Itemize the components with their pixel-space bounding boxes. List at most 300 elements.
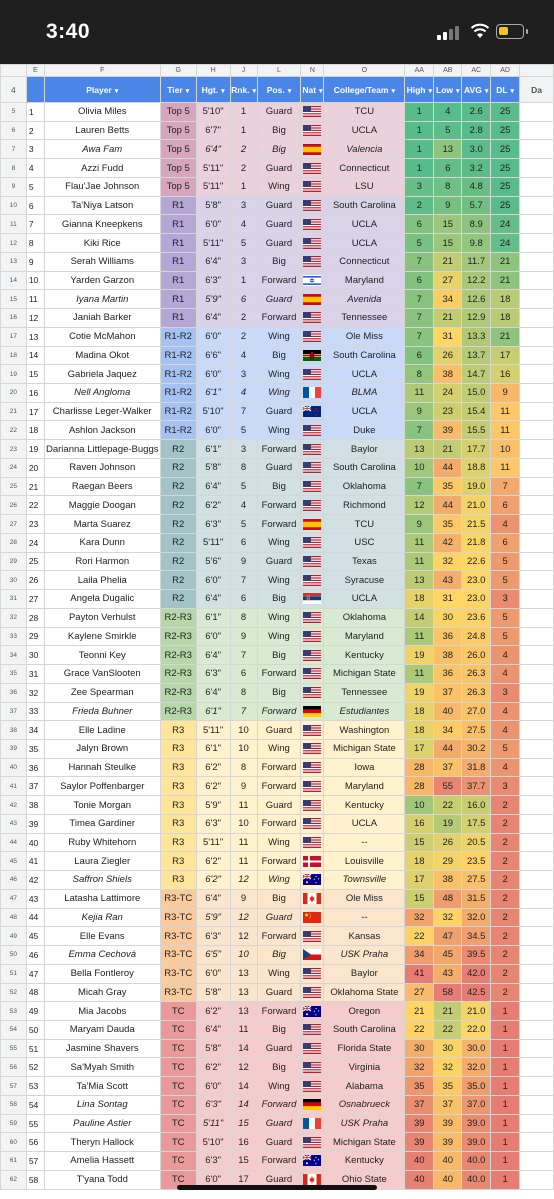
- avg-cell[interactable]: 34.5: [462, 927, 491, 946]
- empty-cell[interactable]: [520, 1002, 554, 1021]
- empty-cell[interactable]: [520, 121, 554, 140]
- filter-icon[interactable]: ▾: [319, 87, 323, 95]
- rank-cell[interactable]: 3: [230, 196, 257, 215]
- college-cell[interactable]: Townsville: [324, 871, 405, 890]
- low-cell[interactable]: 22: [434, 796, 462, 815]
- dl-cell[interactable]: 1: [491, 1020, 520, 1039]
- player-name[interactable]: Grace VanSlooten: [44, 665, 160, 684]
- tier-cell[interactable]: R1-R2: [160, 365, 196, 384]
- player-name[interactable]: Saylor Poffenbarger: [44, 777, 160, 796]
- low-cell[interactable]: 21: [434, 309, 462, 328]
- dl-cell[interactable]: 2: [491, 814, 520, 833]
- college-cell[interactable]: UCLA: [324, 234, 405, 253]
- position-cell[interactable]: Wing: [257, 1077, 301, 1096]
- dl-cell[interactable]: 4: [491, 665, 520, 684]
- rank-cell[interactable]: 9: [230, 889, 257, 908]
- college-cell[interactable]: Michigan State: [324, 665, 405, 684]
- dl-cell[interactable]: 1: [491, 1039, 520, 1058]
- dl-cell[interactable]: 2: [491, 833, 520, 852]
- nationality-cell[interactable]: [301, 327, 324, 346]
- college-cell[interactable]: Connecticut: [324, 159, 405, 178]
- rank-cell[interactable]: 7: [230, 402, 257, 421]
- tier-cell[interactable]: TC: [160, 1058, 196, 1077]
- dl-cell[interactable]: 25: [491, 196, 520, 215]
- dl-cell[interactable]: 2: [491, 796, 520, 815]
- empty-cell[interactable]: [520, 646, 554, 665]
- height-cell[interactable]: 6'4": [196, 477, 230, 496]
- high-cell[interactable]: 7: [405, 327, 434, 346]
- position-cell[interactable]: Big: [257, 889, 301, 908]
- player-index[interactable]: 41: [26, 852, 44, 871]
- nationality-cell[interactable]: [301, 1095, 324, 1114]
- filter-icon[interactable]: ▾: [185, 87, 190, 95]
- height-cell[interactable]: 6'2": [196, 852, 230, 871]
- player-index[interactable]: 48: [26, 983, 44, 1002]
- tier-cell[interactable]: R1-R2: [160, 402, 196, 421]
- player-index[interactable]: 36: [26, 758, 44, 777]
- player-index[interactable]: 32: [26, 683, 44, 702]
- height-cell[interactable]: 6'0": [196, 327, 230, 346]
- rank-cell[interactable]: 9: [230, 552, 257, 571]
- college-cell[interactable]: Oklahoma: [324, 608, 405, 627]
- empty-cell[interactable]: [520, 365, 554, 384]
- empty-cell[interactable]: [520, 739, 554, 758]
- height-cell[interactable]: 5'10": [196, 103, 230, 122]
- high-cell[interactable]: 8: [405, 365, 434, 384]
- avg-cell[interactable]: 42.5: [462, 983, 491, 1002]
- high-cell[interactable]: 1: [405, 159, 434, 178]
- high-cell[interactable]: 18: [405, 702, 434, 721]
- tier-cell[interactable]: R1: [160, 252, 196, 271]
- dl-cell[interactable]: 16: [491, 365, 520, 384]
- position-cell[interactable]: Forward: [257, 814, 301, 833]
- table-row[interactable]: [1, 964, 554, 983]
- position-cell[interactable]: Wing: [257, 627, 301, 646]
- player-name[interactable]: Ta'Niya Latson: [44, 196, 160, 215]
- tier-cell[interactable]: R2: [160, 458, 196, 477]
- tier-cell[interactable]: R2-R3: [160, 608, 196, 627]
- position-cell[interactable]: Forward: [257, 1095, 301, 1114]
- position-cell[interactable]: Guard: [257, 290, 301, 309]
- table-row[interactable]: [1, 196, 554, 215]
- rank-cell[interactable]: 1: [230, 103, 257, 122]
- position-cell[interactable]: Forward: [257, 758, 301, 777]
- nationality-cell[interactable]: [301, 777, 324, 796]
- nationality-cell[interactable]: [301, 796, 324, 815]
- college-cell[interactable]: Ole Miss: [324, 327, 405, 346]
- player-index[interactable]: 18: [26, 421, 44, 440]
- table-row[interactable]: [1, 796, 554, 815]
- nationality-cell[interactable]: [301, 1020, 324, 1039]
- tier-cell[interactable]: R3: [160, 796, 196, 815]
- dl-cell[interactable]: 9: [491, 384, 520, 403]
- empty-cell[interactable]: [520, 458, 554, 477]
- low-cell[interactable]: 21: [434, 252, 462, 271]
- rank-cell[interactable]: 6: [230, 665, 257, 684]
- player-name[interactable]: Amelia Hassett: [44, 1152, 160, 1171]
- college-cell[interactable]: LSU: [324, 177, 405, 196]
- height-cell[interactable]: 5'8": [196, 196, 230, 215]
- height-cell[interactable]: 6'4": [196, 590, 230, 609]
- avg-cell[interactable]: 31.5: [462, 889, 491, 908]
- position-cell[interactable]: Guard: [257, 458, 301, 477]
- dl-cell[interactable]: 25: [491, 177, 520, 196]
- low-cell[interactable]: 8: [434, 177, 462, 196]
- tier-cell[interactable]: R2: [160, 590, 196, 609]
- empty-cell[interactable]: [520, 290, 554, 309]
- header-height[interactable]: [196, 77, 230, 103]
- rank-cell[interactable]: 10: [230, 814, 257, 833]
- nationality-cell[interactable]: [301, 871, 324, 890]
- college-cell[interactable]: Duke: [324, 421, 405, 440]
- nationality-cell[interactable]: [301, 739, 324, 758]
- position-cell[interactable]: Wing: [257, 833, 301, 852]
- tier-cell[interactable]: R2: [160, 571, 196, 590]
- college-cell[interactable]: Oregon: [324, 1002, 405, 1021]
- rank-cell[interactable]: 5: [230, 234, 257, 253]
- table-row[interactable]: [1, 739, 554, 758]
- column-letter[interactable]: AD: [491, 65, 520, 77]
- player-index[interactable]: 34: [26, 721, 44, 740]
- high-cell[interactable]: 27: [405, 983, 434, 1002]
- high-cell[interactable]: 7: [405, 290, 434, 309]
- table-row[interactable]: [1, 1002, 554, 1021]
- high-cell[interactable]: 7: [405, 309, 434, 328]
- nationality-cell[interactable]: [301, 477, 324, 496]
- height-cell[interactable]: 6'0": [196, 1077, 230, 1096]
- header-rank[interactable]: [230, 77, 257, 103]
- height-cell[interactable]: 6'1": [196, 739, 230, 758]
- high-cell[interactable]: 15: [405, 889, 434, 908]
- high-cell[interactable]: 10: [405, 458, 434, 477]
- empty-cell[interactable]: [520, 908, 554, 927]
- college-cell[interactable]: Tennessee: [324, 683, 405, 702]
- rank-cell[interactable]: 3: [230, 365, 257, 384]
- high-cell[interactable]: 22: [405, 927, 434, 946]
- position-cell[interactable]: Big: [257, 646, 301, 665]
- dl-cell[interactable]: 1: [491, 1133, 520, 1152]
- nationality-cell[interactable]: [301, 646, 324, 665]
- nationality-cell[interactable]: [301, 1133, 324, 1152]
- avg-cell[interactable]: 15.5: [462, 421, 491, 440]
- avg-cell[interactable]: 23.0: [462, 571, 491, 590]
- low-cell[interactable]: 35: [434, 1077, 462, 1096]
- nationality-cell[interactable]: [301, 196, 324, 215]
- nationality-cell[interactable]: [301, 983, 324, 1002]
- player-name[interactable]: Mia Jacobs: [44, 1002, 160, 1021]
- dl-cell[interactable]: 6: [491, 533, 520, 552]
- avg-cell[interactable]: 24.8: [462, 627, 491, 646]
- low-cell[interactable]: 34: [434, 290, 462, 309]
- tier-cell[interactable]: R1-R2: [160, 384, 196, 403]
- table-row[interactable]: [1, 1114, 554, 1133]
- table-row[interactable]: [1, 889, 554, 908]
- player-index[interactable]: 25: [26, 552, 44, 571]
- avg-cell[interactable]: 11.7: [462, 252, 491, 271]
- nationality-cell[interactable]: [301, 702, 324, 721]
- position-cell[interactable]: Wing: [257, 533, 301, 552]
- player-index[interactable]: 27: [26, 590, 44, 609]
- position-cell[interactable]: Guard: [257, 1170, 301, 1189]
- nationality-cell[interactable]: [301, 121, 324, 140]
- player-name[interactable]: Kejia Ran: [44, 908, 160, 927]
- table-row[interactable]: [1, 702, 554, 721]
- table-row[interactable]: [1, 665, 554, 684]
- nationality-cell[interactable]: [301, 946, 324, 965]
- high-cell[interactable]: 6: [405, 346, 434, 365]
- player-index[interactable]: 10: [26, 271, 44, 290]
- tier-cell[interactable]: R1: [160, 309, 196, 328]
- height-cell[interactable]: 6'0": [196, 215, 230, 234]
- dl-cell[interactable]: 2: [491, 946, 520, 965]
- avg-cell[interactable]: 16.0: [462, 796, 491, 815]
- player-index[interactable]: 7: [26, 215, 44, 234]
- column-letter[interactable]: H: [196, 65, 230, 77]
- column-letter[interactable]: AA: [405, 65, 434, 77]
- dl-cell[interactable]: 17: [491, 346, 520, 365]
- college-cell[interactable]: Texas: [324, 552, 405, 571]
- player-index[interactable]: 26: [26, 571, 44, 590]
- position-cell[interactable]: Guard: [257, 796, 301, 815]
- college-cell[interactable]: Michigan State: [324, 1133, 405, 1152]
- player-name[interactable]: Saffron Shiels: [44, 871, 160, 890]
- rank-cell[interactable]: 5: [230, 421, 257, 440]
- low-cell[interactable]: 13: [434, 140, 462, 159]
- nationality-cell[interactable]: [301, 346, 324, 365]
- table-row[interactable]: [1, 608, 554, 627]
- filter-icon[interactable]: ▾: [287, 87, 292, 95]
- column-letter[interactable]: N: [301, 65, 324, 77]
- nationality-cell[interactable]: [301, 365, 324, 384]
- player-name[interactable]: Serah Williams: [44, 252, 160, 271]
- player-name[interactable]: Darianna Littlepage-Buggs: [44, 440, 160, 459]
- low-cell[interactable]: 36: [434, 627, 462, 646]
- nationality-cell[interactable]: [301, 608, 324, 627]
- height-cell[interactable]: 5'11": [196, 533, 230, 552]
- table-row[interactable]: [1, 852, 554, 871]
- high-cell[interactable]: 30: [405, 1039, 434, 1058]
- player-name[interactable]: Rori Harmon: [44, 552, 160, 571]
- tier-cell[interactable]: R2: [160, 440, 196, 459]
- rank-cell[interactable]: 14: [230, 1039, 257, 1058]
- empty-cell[interactable]: [520, 590, 554, 609]
- position-cell[interactable]: Guard: [257, 1039, 301, 1058]
- filter-icon[interactable]: ▾: [221, 87, 225, 95]
- dl-cell[interactable]: 21: [491, 271, 520, 290]
- player-index[interactable]: 50: [26, 1020, 44, 1039]
- height-cell[interactable]: 6'2": [196, 871, 230, 890]
- low-cell[interactable]: 35: [434, 515, 462, 534]
- low-cell[interactable]: 37: [434, 683, 462, 702]
- nationality-cell[interactable]: [301, 590, 324, 609]
- header-num[interactable]: [26, 77, 44, 103]
- low-cell[interactable]: 23: [434, 402, 462, 421]
- avg-cell[interactable]: 37.0: [462, 1095, 491, 1114]
- low-cell[interactable]: 40: [434, 1152, 462, 1171]
- tier-cell[interactable]: Top 5: [160, 121, 196, 140]
- rank-cell[interactable]: 5: [230, 477, 257, 496]
- low-cell[interactable]: 44: [434, 496, 462, 515]
- empty-cell[interactable]: [520, 927, 554, 946]
- college-cell[interactable]: Kansas: [324, 927, 405, 946]
- rank-cell[interactable]: 1: [230, 177, 257, 196]
- dl-cell[interactable]: 25: [491, 121, 520, 140]
- player-index[interactable]: 9: [26, 252, 44, 271]
- nationality-cell[interactable]: [301, 1114, 324, 1133]
- height-cell[interactable]: 6'0": [196, 421, 230, 440]
- player-name[interactable]: Azzi Fudd: [44, 159, 160, 178]
- table-row[interactable]: [1, 271, 554, 290]
- nationality-cell[interactable]: [301, 927, 324, 946]
- rank-cell[interactable]: 8: [230, 758, 257, 777]
- player-index[interactable]: 16: [26, 384, 44, 403]
- player-index[interactable]: 14: [26, 346, 44, 365]
- dl-cell[interactable]: 5: [491, 571, 520, 590]
- empty-cell[interactable]: [520, 665, 554, 684]
- player-index[interactable]: 47: [26, 964, 44, 983]
- college-cell[interactable]: Oklahoma: [324, 477, 405, 496]
- avg-cell[interactable]: 21.0: [462, 1002, 491, 1021]
- rank-cell[interactable]: 9: [230, 777, 257, 796]
- position-cell[interactable]: Wing: [257, 871, 301, 890]
- dl-cell[interactable]: 6: [491, 496, 520, 515]
- high-cell[interactable]: 22: [405, 1020, 434, 1039]
- rank-cell[interactable]: 14: [230, 1095, 257, 1114]
- nationality-cell[interactable]: [301, 889, 324, 908]
- nationality-cell[interactable]: [301, 964, 324, 983]
- high-cell[interactable]: 1: [405, 140, 434, 159]
- high-cell[interactable]: 6: [405, 271, 434, 290]
- player-name[interactable]: Lauren Betts: [44, 121, 160, 140]
- empty-cell[interactable]: [520, 103, 554, 122]
- table-row[interactable]: [1, 683, 554, 702]
- low-cell[interactable]: 48: [434, 889, 462, 908]
- nationality-cell[interactable]: [301, 552, 324, 571]
- low-cell[interactable]: 32: [434, 1058, 462, 1077]
- table-row[interactable]: [1, 1039, 554, 1058]
- column-letter[interactable]: G: [160, 65, 196, 77]
- avg-cell[interactable]: 35.0: [462, 1077, 491, 1096]
- college-cell[interactable]: Iowa: [324, 758, 405, 777]
- avg-cell[interactable]: 26.3: [462, 683, 491, 702]
- empty-cell[interactable]: [520, 796, 554, 815]
- empty-cell[interactable]: [520, 271, 554, 290]
- table-row[interactable]: [1, 290, 554, 309]
- empty-cell[interactable]: [520, 440, 554, 459]
- player-name[interactable]: Charlisse Leger-Walker: [44, 402, 160, 421]
- nationality-cell[interactable]: [301, 515, 324, 534]
- rank-cell[interactable]: 15: [230, 1114, 257, 1133]
- low-cell[interactable]: 35: [434, 477, 462, 496]
- empty-cell[interactable]: [520, 833, 554, 852]
- table-row[interactable]: [1, 515, 554, 534]
- empty-cell[interactable]: [520, 496, 554, 515]
- height-cell[interactable]: 6'1": [196, 608, 230, 627]
- table-row[interactable]: [1, 421, 554, 440]
- low-cell[interactable]: 55: [434, 777, 462, 796]
- player-name[interactable]: Theryn Hallock: [44, 1133, 160, 1152]
- dl-cell[interactable]: 2: [491, 927, 520, 946]
- low-cell[interactable]: 44: [434, 739, 462, 758]
- nationality-cell[interactable]: [301, 758, 324, 777]
- position-cell[interactable]: Guard: [257, 159, 301, 178]
- column-letter[interactable]: AC: [462, 65, 491, 77]
- empty-cell[interactable]: [520, 384, 554, 403]
- height-cell[interactable]: 5'8": [196, 1039, 230, 1058]
- dl-cell[interactable]: 2: [491, 908, 520, 927]
- player-index[interactable]: 21: [26, 477, 44, 496]
- dl-cell[interactable]: 2: [491, 852, 520, 871]
- player-name[interactable]: Kaylene Smirkle: [44, 627, 160, 646]
- low-cell[interactable]: 36: [434, 665, 462, 684]
- nationality-cell[interactable]: [301, 683, 324, 702]
- dl-cell[interactable]: 18: [491, 309, 520, 328]
- position-cell[interactable]: Forward: [257, 496, 301, 515]
- high-cell[interactable]: 11: [405, 627, 434, 646]
- player-name[interactable]: Tonie Morgan: [44, 796, 160, 815]
- nationality-cell[interactable]: [301, 271, 324, 290]
- nationality-cell[interactable]: [301, 252, 324, 271]
- height-cell[interactable]: 6'3": [196, 665, 230, 684]
- empty-cell[interactable]: [520, 721, 554, 740]
- dl-cell[interactable]: 21: [491, 327, 520, 346]
- rank-cell[interactable]: 12: [230, 871, 257, 890]
- avg-cell[interactable]: 31.8: [462, 758, 491, 777]
- player-name[interactable]: Madina Okot: [44, 346, 160, 365]
- dl-cell[interactable]: 11: [491, 421, 520, 440]
- low-cell[interactable]: 21: [434, 1002, 462, 1021]
- player-name[interactable]: Jasmine Shavers: [44, 1039, 160, 1058]
- rank-cell[interactable]: 6: [230, 590, 257, 609]
- high-cell[interactable]: 40: [405, 1170, 434, 1189]
- rank-cell[interactable]: 4: [230, 346, 257, 365]
- player-index[interactable]: 49: [26, 1002, 44, 1021]
- player-index[interactable]: 46: [26, 946, 44, 965]
- height-cell[interactable]: 6'4": [196, 646, 230, 665]
- low-cell[interactable]: 26: [434, 833, 462, 852]
- avg-cell[interactable]: 8.9: [462, 215, 491, 234]
- empty-cell[interactable]: [520, 1095, 554, 1114]
- player-index[interactable]: 11: [26, 290, 44, 309]
- height-cell[interactable]: 6'4": [196, 140, 230, 159]
- dl-cell[interactable]: 11: [491, 402, 520, 421]
- position-cell[interactable]: Wing: [257, 571, 301, 590]
- height-cell[interactable]: 6'0": [196, 571, 230, 590]
- nationality-cell[interactable]: [301, 421, 324, 440]
- rank-cell[interactable]: 1: [230, 271, 257, 290]
- avg-cell[interactable]: 14.7: [462, 365, 491, 384]
- high-cell[interactable]: 9: [405, 402, 434, 421]
- empty-cell[interactable]: [520, 983, 554, 1002]
- avg-cell[interactable]: 3.2: [462, 159, 491, 178]
- college-cell[interactable]: South Carolina: [324, 458, 405, 477]
- table-row[interactable]: [1, 177, 554, 196]
- rank-cell[interactable]: 12: [230, 1058, 257, 1077]
- header-low[interactable]: [434, 77, 462, 103]
- college-cell[interactable]: USK Praha: [324, 1114, 405, 1133]
- college-cell[interactable]: TCU: [324, 103, 405, 122]
- player-index[interactable]: 57: [26, 1152, 44, 1171]
- nationality-cell[interactable]: [301, 814, 324, 833]
- header-da[interactable]: [520, 77, 554, 103]
- player-index[interactable]: 22: [26, 496, 44, 515]
- avg-cell[interactable]: 26.3: [462, 665, 491, 684]
- tier-cell[interactable]: R1-R2: [160, 421, 196, 440]
- avg-cell[interactable]: 23.0: [462, 590, 491, 609]
- empty-cell[interactable]: [520, 309, 554, 328]
- player-index[interactable]: 54: [26, 1095, 44, 1114]
- height-cell[interactable]: 6'3": [196, 1152, 230, 1171]
